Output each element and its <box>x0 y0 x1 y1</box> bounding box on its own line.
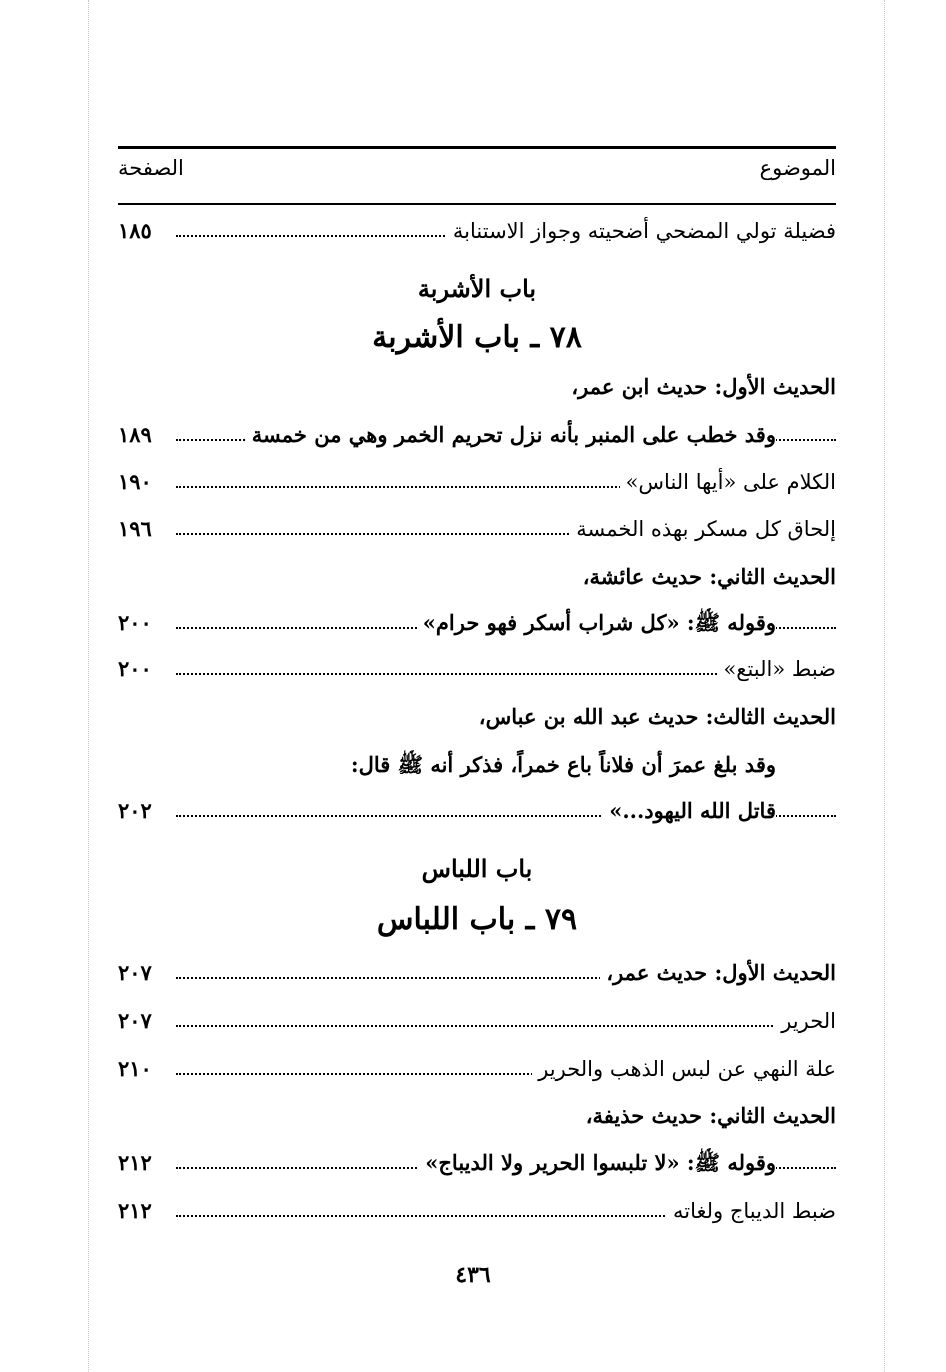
toc-header <box>118 156 836 196</box>
entry-text: ضبط الديباج ولغاته <box>667 1199 836 1223</box>
page-number: ٢٠٧ <box>118 1008 152 1033</box>
page-number: ٢١٢ <box>118 1150 152 1175</box>
entry-text: إلحاق كل مسكر بهذه الخمسة <box>570 517 836 541</box>
entry-text: ضبط «البتع» <box>717 657 836 681</box>
chapter-heading: ٧٨ ـ باب الأشربة <box>372 320 582 355</box>
top-rule <box>118 146 836 149</box>
toc-entry <box>118 1006 836 1036</box>
entry-text: وقوله ﷺ: «لا تلبسوا الحرير ولا الديباج» <box>419 1150 776 1175</box>
entry-text: الحديث الأول: حديث عمر، <box>600 960 836 985</box>
page-number: ٢١٠ <box>118 1056 152 1081</box>
page-column-label: الصفحة <box>118 156 184 180</box>
page-number: ٢٠٠ <box>118 610 152 635</box>
entry-text: علة النهي عن لبس الذهب والحرير <box>532 1057 836 1081</box>
toc-entry <box>118 608 836 638</box>
toc-entry-hadith <box>118 702 836 732</box>
toc-entry <box>118 750 836 780</box>
page-number: ٢٠٧ <box>118 960 152 985</box>
page-number: ١٩٦ <box>118 516 152 541</box>
toc-entry <box>118 467 836 497</box>
toc-entry-hadith <box>118 562 836 592</box>
toc-entry <box>118 796 836 826</box>
toc-entry <box>118 1196 836 1226</box>
toc-entry <box>118 514 836 544</box>
topic-column-label: الموضوع <box>759 156 836 180</box>
toc-entry <box>118 420 836 450</box>
entry-text: وقد بلغ عمرَ أن فلاناً باع خمراً، فذكر أنه ﷺ قال: <box>345 752 776 777</box>
scan-edge-left <box>88 0 89 1372</box>
toc-entry <box>118 1148 836 1178</box>
scan-edge-right <box>884 0 885 1372</box>
section-heading: باب الأشربة <box>417 274 537 303</box>
entry-text: فضيلة تولي المضحي أضحيته وجواز الاستنابة <box>447 219 836 243</box>
toc-entry-hadith <box>118 1101 836 1131</box>
page-folio: ٤٣٦ <box>455 1262 491 1288</box>
entry-text: الحديث الثاني: حديث عائشة، <box>577 564 836 589</box>
page-number: ١٨٥ <box>118 218 152 243</box>
chapter-heading: ٧٩ ـ باب اللباس <box>376 902 578 937</box>
toc-entry <box>118 654 836 684</box>
entry-text: قاتل الله اليهود...» <box>603 798 776 823</box>
entry-text: وقد خطب على المنبر بأنه نزل تحريم الخمر وهي من خمسة <box>246 422 776 447</box>
toc-entry-hadith <box>118 372 836 402</box>
page-number: ١٩٠ <box>118 469 152 494</box>
entry-text: الحديث الأول: حديث ابن عمر، <box>565 374 836 399</box>
page-number: ٢٠٠ <box>118 656 152 681</box>
entry-text: وقوله ﷺ: «كل شراب أسكر فهو حرام» <box>417 610 776 635</box>
entry-text: الحرير <box>775 1009 836 1033</box>
section-heading: باب اللباس <box>421 854 533 883</box>
entry-text: الحديث الثاني: حديث حذيفة، <box>580 1103 836 1128</box>
toc-entry <box>118 216 836 246</box>
toc-entry-hadith <box>118 958 836 988</box>
header-rule <box>118 203 836 205</box>
entry-text: الحديث الثالث: حديث عبد الله بن عباس، <box>473 704 836 729</box>
page-number: ١٨٩ <box>118 422 152 447</box>
toc-entry <box>118 1054 836 1084</box>
page-number: ٢٠٢ <box>118 798 152 823</box>
entry-text: الكلام على «أيها الناس» <box>620 470 836 494</box>
page-number: ٢١٢ <box>118 1198 152 1223</box>
